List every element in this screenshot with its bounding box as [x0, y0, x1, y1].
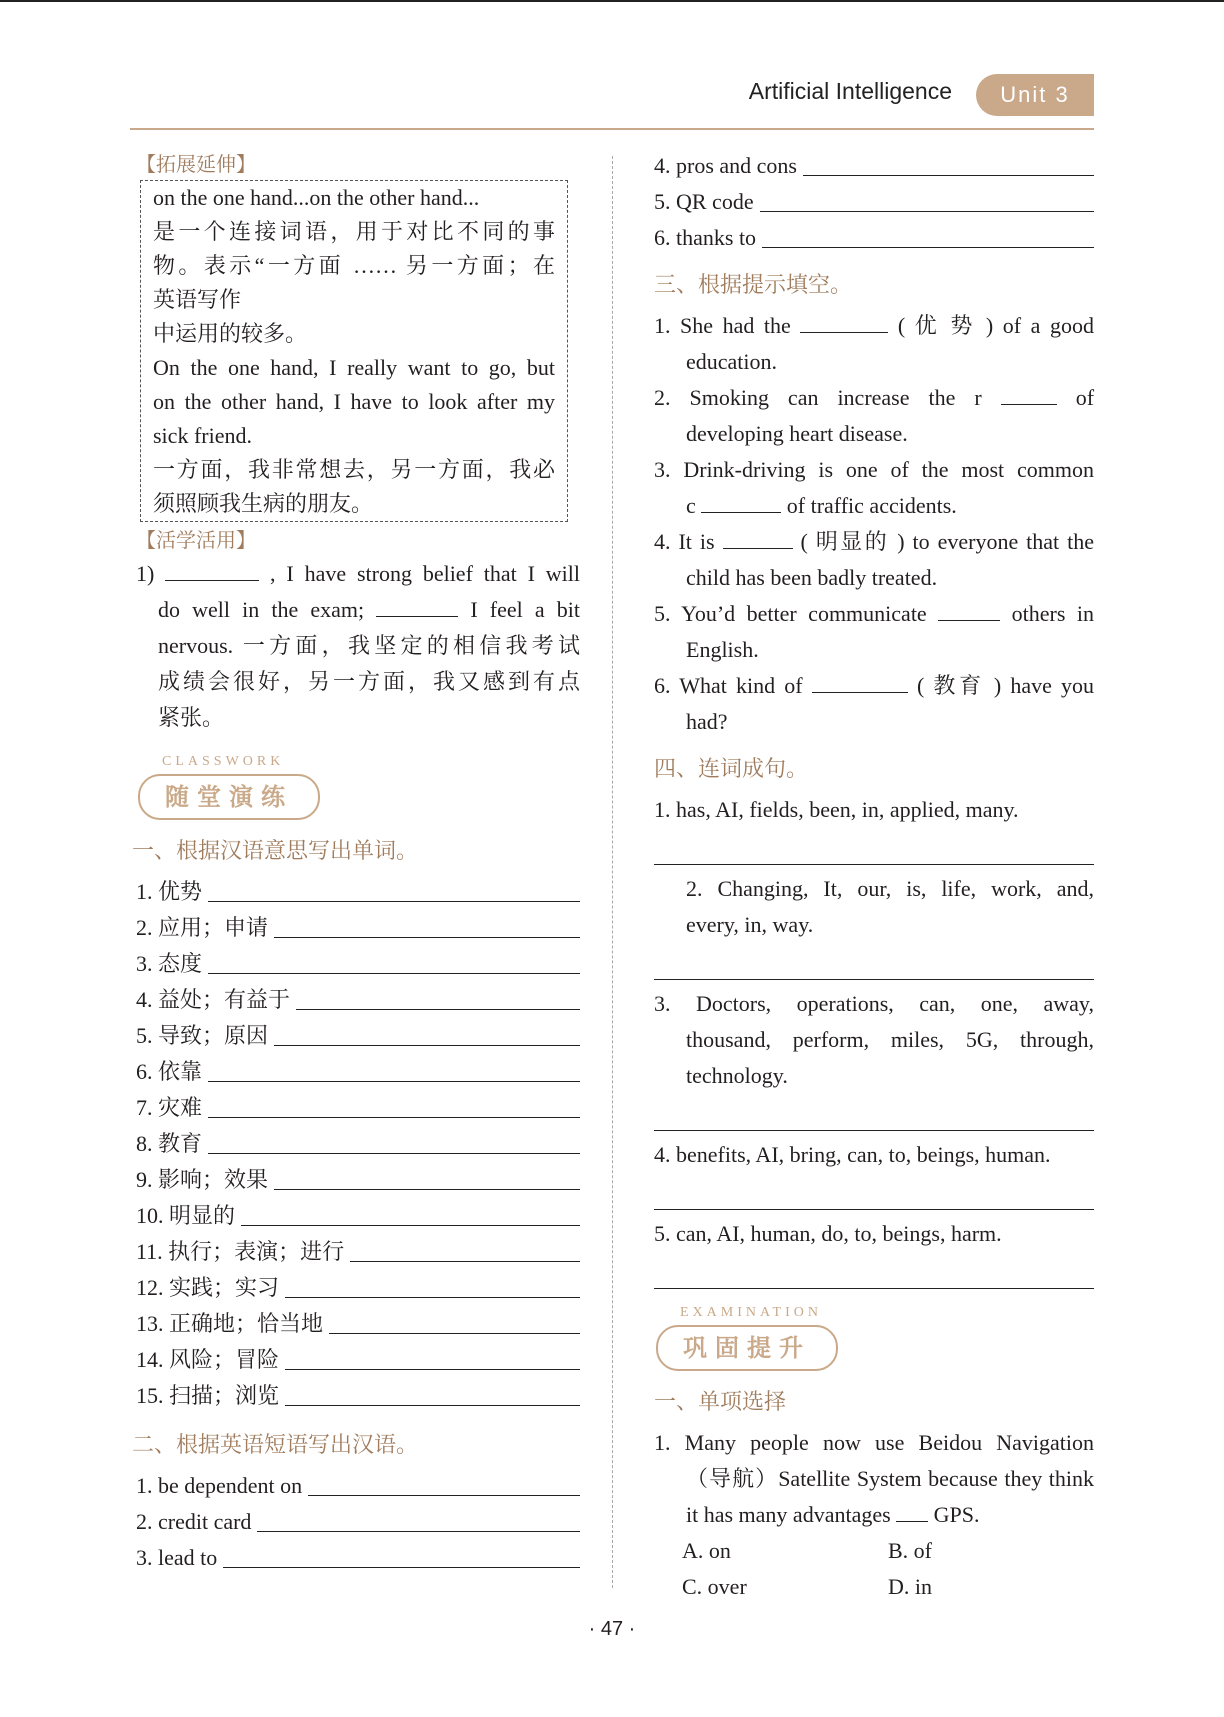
question-line: 4. benefits, AI, bring, can, to, beings, human.: [654, 1142, 1051, 1167]
list-item: [136, 874, 580, 910]
answer-blank[interactable]: [812, 672, 908, 693]
q-text: it has many advantages: [686, 1502, 891, 1527]
answer-line[interactable]: [241, 1225, 580, 1226]
list-item: [136, 1504, 580, 1540]
extension-box: [140, 180, 568, 522]
item-label: 3. lead to: [136, 1545, 218, 1570]
extension-line: 须照顾我生病的朋友。: [153, 491, 374, 516]
section1-list: [136, 874, 580, 1414]
top-border: [0, 0, 1224, 2]
question-line: （导航）Satellite System because they think: [686, 1466, 1094, 1491]
list-item: [136, 1234, 580, 1270]
question-line: 1. has, AI, fields, been, in, applied, many.: [654, 797, 1019, 822]
extension-line: 中运用的较多。: [153, 321, 308, 346]
question-line: English.: [686, 637, 759, 662]
answer-blank[interactable]: [938, 600, 1000, 621]
q-text: 4. It is: [654, 529, 715, 554]
question-line: 3. Doctors, operations, can, one, away,: [654, 991, 1094, 1016]
answer-line[interactable]: [274, 1045, 580, 1046]
q-text: 5. You’d better communicate: [654, 601, 927, 626]
apply-line: 紧张。: [158, 705, 225, 730]
extension-line: On the one hand, I really want to go, but: [153, 355, 555, 380]
apply-text: I feel a bit: [470, 597, 581, 622]
list-item: [654, 148, 1094, 184]
item-label: 9. 影响；效果: [136, 1167, 269, 1192]
item-label: 13. 正确地；恰当地: [136, 1311, 324, 1336]
question-line: [654, 308, 1094, 344]
list-item: [136, 1342, 580, 1378]
apply-line: [136, 556, 580, 592]
unit-tab: Unit 3: [976, 74, 1094, 116]
answer-blank[interactable]: [800, 312, 888, 333]
question-line: had?: [686, 709, 728, 734]
question-line: [654, 488, 1094, 524]
answer-blank[interactable]: [896, 1501, 928, 1522]
item-label: 6. 依靠: [136, 1059, 203, 1084]
question-line: child has been badly treated.: [686, 565, 938, 590]
list-item: [136, 982, 580, 1018]
list-item: [136, 1378, 580, 1414]
list-item: [136, 910, 580, 946]
list-item: [136, 1468, 580, 1504]
question-line: education.: [686, 349, 778, 374]
section2-list: [136, 1468, 580, 1576]
section4-title: 四、连词成句。: [654, 757, 809, 782]
apply-tag: 【活学活用】: [136, 528, 256, 552]
header-title: Artificial Intelligence: [748, 78, 952, 104]
options-row: [654, 1533, 1094, 1569]
question-line: [654, 668, 1094, 704]
q-text: GPS.: [933, 1502, 980, 1527]
answer-line[interactable]: [285, 1405, 580, 1406]
answer-line[interactable]: [274, 937, 580, 938]
question-line: developing heart disease.: [686, 421, 908, 446]
list-item: [654, 184, 1094, 220]
item-label: 1. be dependent on: [136, 1473, 303, 1498]
column-divider: [612, 156, 613, 1588]
q-text: others in: [1011, 601, 1094, 626]
answer-line[interactable]: [654, 1094, 1094, 1131]
apply-text: do well in the exam;: [158, 597, 365, 622]
classwork-title: 随堂演练: [138, 774, 320, 820]
item-label: 5. 导致；原因: [136, 1023, 269, 1048]
item-label: 1. 优势: [136, 879, 203, 904]
answer-line[interactable]: [654, 943, 1094, 980]
question-line: 2. Changing, It, our, is, life, work, and,: [686, 876, 1094, 901]
q-text: ( 优 势 ) of a good: [897, 313, 1094, 338]
extend-tag: 【拓展延伸】: [136, 152, 256, 176]
list-item: [136, 946, 580, 982]
question-line: [654, 596, 1094, 632]
option-a[interactable]: A. on: [682, 1538, 731, 1563]
answer-line[interactable]: [803, 175, 1094, 176]
q-text: 6. What kind of: [654, 673, 803, 698]
extension-line: sick friend.: [153, 423, 252, 448]
answer-blank[interactable]: [165, 560, 259, 581]
q-text: ( 明显的 ) to everyone that the: [800, 529, 1095, 554]
answer-line[interactable]: [223, 1567, 580, 1568]
question-line: [654, 524, 1094, 560]
examination-banner: [654, 1305, 1094, 1377]
answer-line[interactable]: [274, 1189, 580, 1190]
answer-line[interactable]: [308, 1495, 580, 1496]
item-label: 5. QR code: [654, 189, 754, 214]
header-rule: [130, 128, 1094, 130]
answer-line[interactable]: [208, 901, 580, 902]
item-label: 12. 实践；实习: [136, 1275, 280, 1300]
item-label: 8. 教育: [136, 1131, 203, 1156]
classwork-en: CLASSWORK: [162, 754, 285, 769]
item-label: 4. 益处；有益于: [136, 987, 291, 1012]
list-item: [136, 1126, 580, 1162]
answer-line[interactable]: [654, 1252, 1094, 1289]
question-line: 1. Many people now use Beidou Navigation: [654, 1430, 1094, 1455]
item-label: 15. 扫描；浏览: [136, 1383, 280, 1408]
item-label: 3. 态度: [136, 951, 203, 976]
item-label: 11. 执行；表演；进行: [136, 1239, 345, 1264]
item-label: 6. thanks to: [654, 225, 757, 250]
question-line: every, in, way.: [686, 912, 814, 937]
exam-section1-title: 一、单项选择: [654, 1390, 787, 1415]
q-text: 2. Smoking can increase the r: [654, 385, 982, 410]
extension-line: 是一个连接词语，用于对比不同的事: [153, 219, 555, 244]
option-d[interactable]: D. in: [888, 1574, 932, 1599]
list-item: [654, 220, 1094, 256]
answer-line[interactable]: [350, 1261, 580, 1262]
extension-line: 一方面，我非常想去，另一方面，我必: [153, 457, 555, 482]
options-row: [654, 1569, 1094, 1605]
section2-title: 二、根据英语短语写出汉语。: [132, 1433, 419, 1458]
list-item: [136, 1198, 580, 1234]
q-text: of traffic accidents.: [786, 493, 957, 518]
q-text: ( 教育 ) have you: [916, 673, 1095, 698]
answer-line[interactable]: [257, 1531, 580, 1532]
question-line: [654, 1497, 1094, 1533]
extension-line: on the one hand...on the other hand...: [153, 185, 480, 210]
list-item: [136, 1306, 580, 1342]
answer-line[interactable]: [762, 247, 1094, 248]
list-item: [136, 1270, 580, 1306]
page-number: · 47 ·: [588, 1618, 636, 1640]
answer-line[interactable]: [760, 211, 1094, 212]
answer-blank[interactable]: [723, 528, 793, 549]
apply-number: 1): [136, 561, 155, 586]
examination-title: 巩固提升: [656, 1325, 838, 1371]
apply-line: nervous. 一方面，我坚定的相信我考试: [158, 633, 580, 658]
answer-line[interactable]: [285, 1369, 580, 1370]
answer-line[interactable]: [285, 1297, 580, 1298]
answer-line[interactable]: [208, 973, 580, 974]
list-item: [136, 1540, 580, 1576]
answer-line[interactable]: [208, 1153, 580, 1154]
left-column: [132, 148, 581, 1576]
option-c[interactable]: C. over: [682, 1574, 747, 1599]
answer-line[interactable]: [208, 1081, 580, 1082]
answer-line[interactable]: [329, 1333, 580, 1334]
item-label: 2. credit card: [136, 1509, 252, 1534]
section1-title: 一、根据汉语意思写出单词。: [132, 839, 419, 864]
answer-line[interactable]: [296, 1009, 580, 1010]
answer-blank[interactable]: [376, 596, 458, 617]
list-item: [136, 1054, 580, 1090]
classwork-banner: [136, 754, 580, 826]
examination-en: EXAMINATION: [680, 1305, 822, 1320]
apply-text: , I have strong belief that I will: [270, 561, 581, 586]
answer-line[interactable]: [208, 1117, 580, 1118]
option-b[interactable]: B. of: [888, 1538, 932, 1563]
question-line: 3. Drink-driving is one of the most common: [654, 457, 1094, 482]
extension-line: 英语写作: [153, 287, 242, 312]
question-line: 5. can, AI, human, do, to, beings, harm.: [654, 1221, 1002, 1246]
list-item: [136, 1162, 580, 1198]
item-label: 4. pros and cons: [654, 153, 797, 178]
answer-line[interactable]: [654, 1173, 1094, 1210]
answer-blank[interactable]: [701, 492, 781, 513]
answer-blank[interactable]: [1001, 384, 1057, 405]
right-column: [654, 148, 1094, 1605]
list-item: [136, 1090, 580, 1126]
q-text: c: [686, 493, 696, 518]
question-line: technology.: [686, 1063, 788, 1088]
section3-title: 三、根据提示填空。: [654, 273, 853, 298]
question-line: [654, 380, 1094, 416]
answer-line[interactable]: [654, 828, 1094, 865]
q-text: 1. She had the: [654, 313, 791, 338]
item-label: 14. 风险；冒险: [136, 1347, 280, 1372]
q-text: of: [1075, 385, 1095, 410]
extension-line: 物。表示“一方面 …… 另一方面；在: [153, 253, 555, 278]
item-label: 2. 应用；申请: [136, 915, 269, 940]
apply-line: 成绩会很好，另一方面，我又感到有点: [158, 669, 580, 694]
extension-line: on the other hand, I have to look after my: [153, 389, 555, 414]
item-label: 10. 明显的: [136, 1203, 236, 1228]
question-line: thousand, perform, miles, 5G, through,: [686, 1027, 1094, 1052]
list-item: [136, 1018, 580, 1054]
item-label: 7. 灾难: [136, 1095, 203, 1120]
apply-line: [136, 592, 580, 628]
